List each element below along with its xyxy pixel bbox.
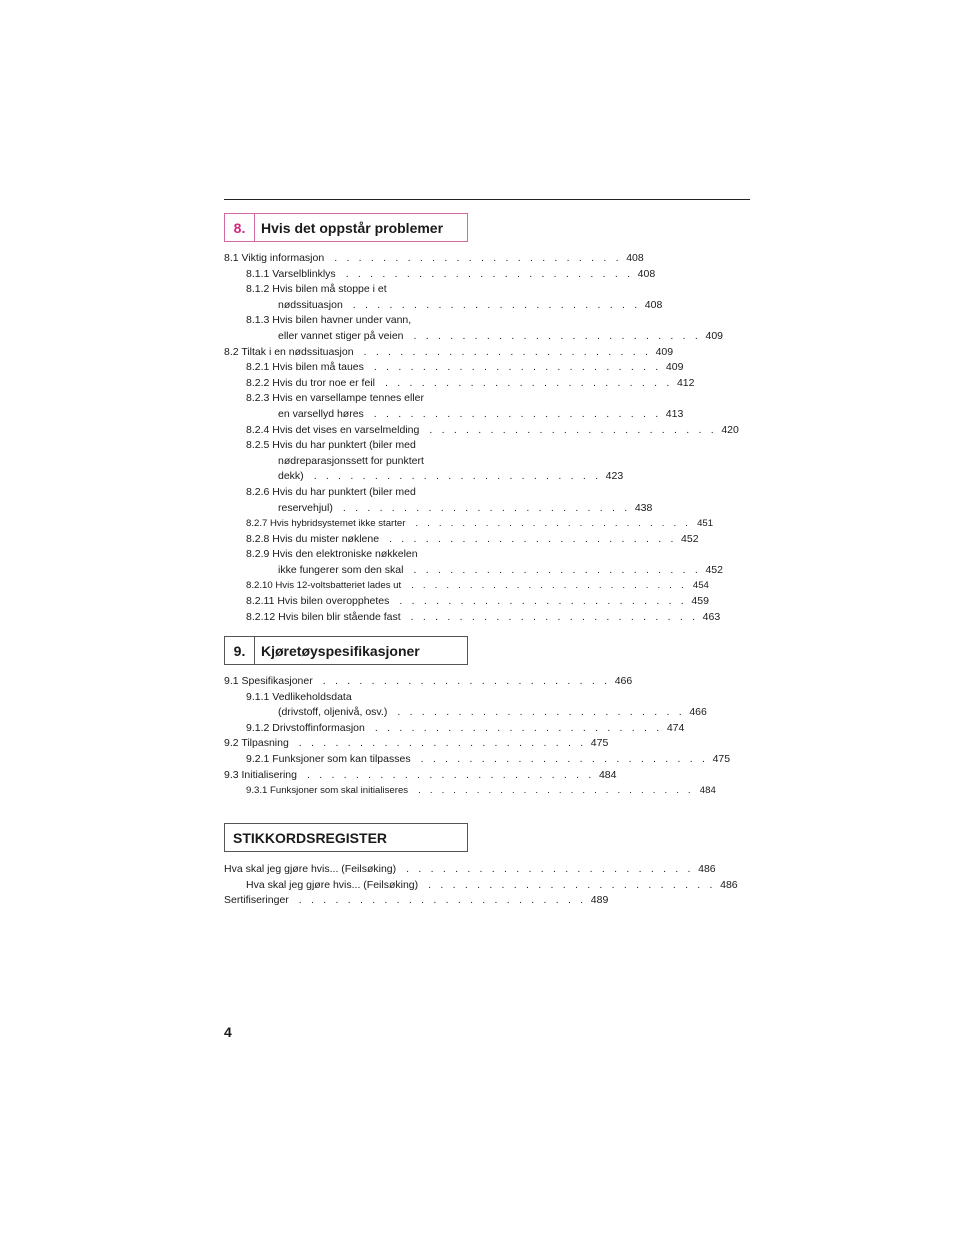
toc-index [224, 862, 738, 909]
toc-entry[interactable]: 8.2.9 Hvis den elektroniske nøkkelen [246, 548, 418, 561]
toc-entry-continuation[interactable]: eller vannet stiger på veien . . . . . . . . . . . . . . . . . . . . . . . . 409 [278, 329, 724, 342]
toc-entry[interactable]: 9.1.1 Vedlikeholdsdata [246, 690, 352, 703]
section-9-title: Kjøretøyspesifikasjoner [261, 642, 420, 659]
toc-section-8 [224, 251, 739, 625]
toc-entry[interactable]: 8.2.2 Hvis du tror noe er feil . . . . . . . . . . . . . . . . . . . . . . . . 412 [246, 376, 695, 389]
toc-entry[interactable]: 8.1.1 Varselblinklys . . . . . . . . . . . . . . . . . . . . . . . . 408 [246, 267, 656, 280]
toc-entry[interactable]: 9.2.1 Funksjoner som kan tilpasses . . . . . . . . . . . . . . . . . . . . . . . . 475 [246, 752, 731, 765]
page-number: 4 [224, 1024, 232, 1040]
toc-entry[interactable]: 8.2.6 Hvis du har punktert (biler med [246, 485, 416, 498]
toc-entry[interactable]: 8.2.11 Hvis bilen overopphetes . . . . . . . . . . . . . . . . . . . . . . . . 459 [246, 595, 709, 608]
toc-entry-continuation[interactable]: reservehjul) . . . . . . . . . . . . . . . . . . . . . . . . 438 [278, 501, 653, 514]
toc-entry[interactable]: 8.2.10 Hvis 12-voltsbatteriet lades ut . . . . . . . . . . . . . . . . . . . . . . . . 454 [246, 580, 709, 592]
toc-entry[interactable]: 8.2.12 Hvis bilen blir stående fast . . . . . . . . . . . . . . . . . . . . . . . . 463 [246, 610, 721, 623]
toc-section-9 [224, 674, 731, 799]
toc-entry[interactable]: 8.2.3 Hvis en varsellampe tennes eller [246, 392, 425, 405]
toc-entry-continuation: nødreparasjonssett for punktert [278, 454, 424, 467]
toc-entry-continuation[interactable]: en varsellyd høres . . . . . . . . . . . . . . . . . . . . . . . . 413 [278, 407, 684, 420]
section-8-header [224, 213, 468, 242]
toc-entry[interactable]: 8.2.4 Hvis det vises en varselmelding . . . . . . . . . . . . . . . . . . . . . . . . 420 [246, 423, 739, 436]
toc-entry[interactable]: 8.2.8 Hvis du mister nøklene . . . . . . . . . . . . . . . . . . . . . . . . 452 [246, 532, 699, 545]
section-8-title: Hvis det oppstår problemer [261, 219, 444, 236]
toc-entry[interactable]: 9.2 Tilpasning . . . . . . . . . . . . . . . . . . . . . . . . 475 [224, 737, 609, 750]
toc-entry[interactable]: Hva skal jeg gjøre hvis... (Feilsøking) . . . . . . . . . . . . . . . . . . . . . . . . 486 [246, 878, 738, 891]
toc-entry[interactable]: 8.1 Viktig informasjon . . . . . . . . . . . . . . . . . . . . . . . . 408 [224, 252, 644, 264]
toc-entry[interactable]: 8.1.3 Hvis bilen havner under vann, [246, 314, 412, 327]
section-9-header [224, 636, 468, 665]
toc-entry-continuation[interactable]: (drivstoff, oljenivå, osv.) . . . . . . . . . . . . . . . . . . . . . . . . 466 [278, 706, 707, 719]
toc-entry-continuation[interactable]: ikke fungerer som den skal . . . . . . . . . . . . . . . . . . . . . . . . 452 [278, 563, 723, 576]
index-header [224, 823, 468, 852]
top-rule [224, 199, 750, 200]
section-8-number: 8. [225, 214, 255, 241]
toc-entry[interactable]: 8.2.1 Hvis bilen må taues . . . . . . . . . . . . . . . . . . . . . . . . 409 [246, 361, 684, 374]
toc-entry[interactable]: 9.1.2 Drivstoffinformasjon . . . . . . . . . . . . . . . . . . . . . . . . 474 [246, 721, 685, 734]
toc-entry[interactable]: 9.3 Initialisering . . . . . . . . . . . . . . . . . . . . . . . . 484 [224, 768, 617, 781]
toc-entry-continuation[interactable]: dekk) . . . . . . . . . . . . . . . . . . . . . . . . 423 [278, 470, 624, 483]
toc-entry[interactable]: 8.1.2 Hvis bilen må stoppe i et [246, 283, 387, 296]
toc-entry[interactable]: Sertifiseringer . . . . . . . . . . . . . . . . . . . . . . . . 489 [224, 894, 609, 907]
section-9-number: 9. [225, 637, 255, 664]
toc-entry[interactable]: 8.2 Tiltak i en nødssituasjon . . . . . . . . . . . . . . . . . . . . . . . . 409 [224, 345, 674, 358]
toc-entry[interactable]: 8.2.5 Hvis du har punktert (biler med [246, 439, 416, 452]
toc-entry[interactable]: Hva skal jeg gjøre hvis... (Feilsøking) . . . . . . . . . . . . . . . . . . . . . . . . 486 [224, 863, 716, 875]
toc-entry[interactable]: 9.1 Spesifikasjoner . . . . . . . . . . . . . . . . . . . . . . . . 466 [224, 675, 633, 687]
toc-entry[interactable]: 8.2.7 Hvis hybridsystemet ikke starter . . . . . . . . . . . . . . . . . . . . . . . . 451 [246, 518, 714, 530]
toc-entry-continuation[interactable]: nødssituasjon . . . . . . . . . . . . . . . . . . . . . . . . 408 [278, 298, 663, 311]
index-title: STIKKORDSREGISTER [233, 829, 388, 846]
toc-entry[interactable]: 9.3.1 Funksjoner som skal initialiseres . . . . . . . . . . . . . . . . . . . . . . . . 484 [246, 785, 716, 797]
